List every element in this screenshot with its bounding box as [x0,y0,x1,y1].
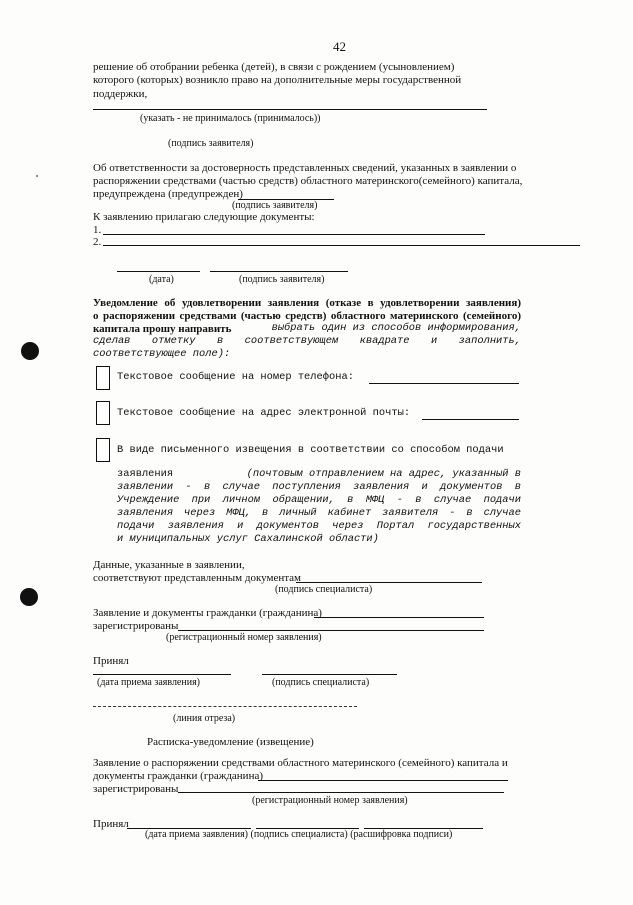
receipt-line-2: документы гражданки (гражданина) [93,770,264,782]
letter-details-line-3: Учреждение при личном обращении, в МФЦ - в случае подачи [117,494,521,506]
acceptance-date-caption: (дата приема заявления) [97,677,201,688]
notification-line-2: о распоряжении средствами (частью средств) областного материнского (семейного) [93,310,521,322]
date-caption: (дата) [149,274,174,285]
indicate-caption: (указать - не принималось (принималось)) [140,113,321,124]
attachment-item-1-field[interactable] [103,234,485,235]
notification-line-3 [93,323,521,336]
phone-number-field[interactable] [369,383,519,384]
intro-line-1: решение об отобрании ребенка (детей), в связи с рождением (усыновлением) [93,61,455,73]
email-option-label: Текстовое сообщение на адрес электронной почты: [117,407,411,419]
notification-instruction: выбрать один из способов информирования, [271,322,521,334]
receipt-applicant-name-field[interactable] [258,780,508,781]
attachment-item-2-field[interactable] [103,245,580,246]
punch-hole-top [21,342,39,360]
intro-line-3: поддержки, [93,88,148,100]
responsibility-line-1: Об ответственности за достоверность представленных сведений, указанных в заявлении о [93,162,517,174]
date-field[interactable] [117,271,200,272]
acceptance-signature-caption: (подпись специалиста) [272,677,370,688]
receipt-title: Расписка-уведомление (извещение) [147,736,314,748]
letter-option-label: В виде письменного извещения в соответствии со способом подачи [117,444,504,456]
receipt-registration-number-field[interactable] [178,792,504,793]
receipt-line-3: зарегистрированы [93,783,179,795]
letter-details-line-4: заявления через МФЦ, в личный кабинет заявителя - в случае [117,507,521,519]
registration-line-1: Заявление и документы гражданки (гражданина) [93,607,322,619]
responsibility-line-2: распоряжении средствами (частью средств) областного материнского(семейного) капитала, [93,175,523,187]
applicant-signature-field[interactable] [210,271,348,272]
receipt-number-caption: (регистрационный номер заявления) [252,795,408,806]
letter-details-line-5: подачи заявления и документов через Портал государственных [117,520,521,532]
registration-line-2: зарегистрированы [93,620,179,632]
receipt-accepted-caption: (дата приема заявления) (подпись специалиста) (расшифровка подписи) [145,829,453,840]
responsibility-signature-caption: (подпись заявителя) [232,200,318,211]
accepted-label: Принял [93,655,129,667]
decision-field[interactable] [93,109,487,110]
email-option-checkbox[interactable] [96,401,110,425]
responsibility-line-3: предупреждена (предупрежден) [93,188,243,200]
letter-details-text: (почтовым отправлением на адрес, указанный в [246,468,521,480]
punch-hole-bottom [20,588,38,606]
specialist-check-line-2: соответствуют представленным документам [93,572,302,584]
scan-dot [36,175,38,177]
email-address-field[interactable] [422,419,519,420]
notification-line-5: соответствующее поле): [93,348,231,360]
specialist-check-signature-caption: (подпись специалиста) [275,584,373,595]
registration-number-field[interactable] [178,630,484,631]
receipt-accepted-label: Принял [93,818,129,830]
notification-request-label: капитала прошу направить [93,323,232,335]
letter-details-start: заявления [117,468,174,480]
notification-line-4: сделав отметку в соответствующем квадрате и заполнить, [93,335,521,347]
letter-details-line-6: и муниципальных услуг Сахалинской области) [117,533,379,545]
letter-option-checkbox[interactable] [96,438,110,462]
notification-line-1: Уведомление об удовлетворении заявления (отказе в удовлетворении заявления) [93,297,521,309]
intro-line-2: которого (которых) возникло право на дополнительные меры государственной [93,74,462,86]
attachment-item-2-number: 2. [93,236,102,248]
letter-details-line-2: заявлении - в случае поступления заявления и документов в [117,481,521,493]
receipt-line-1: Заявление о распоряжении средствами областного материнского (семейного) капитала и [93,757,508,769]
letter-details-line-1 [117,469,521,481]
specialist-check-line-1: Данные, указанные в заявлении, [93,559,245,571]
registration-number-caption: (регистрационный номер заявления) [166,632,322,643]
cut-line [93,706,357,707]
applicant-name-field[interactable] [314,617,484,618]
page-number: 42 [333,39,346,54]
sms-option-checkbox[interactable] [96,366,110,390]
acceptance-signature-field[interactable] [262,674,397,675]
attachments-heading: К заявлению прилагаю следующие документы: [93,211,315,223]
applicant-signature-caption: (подпись заявителя) [239,274,325,285]
attachment-item-1-number: 1. [93,224,102,236]
acceptance-date-field[interactable] [93,674,231,675]
specialist-check-signature-field[interactable] [296,582,482,583]
sms-option-label: Текстовое сообщение на номер телефона: [117,371,354,383]
intro-signature-caption: (подпись заявителя) [168,138,254,149]
cut-line-caption: (линия отреза) [173,713,236,724]
